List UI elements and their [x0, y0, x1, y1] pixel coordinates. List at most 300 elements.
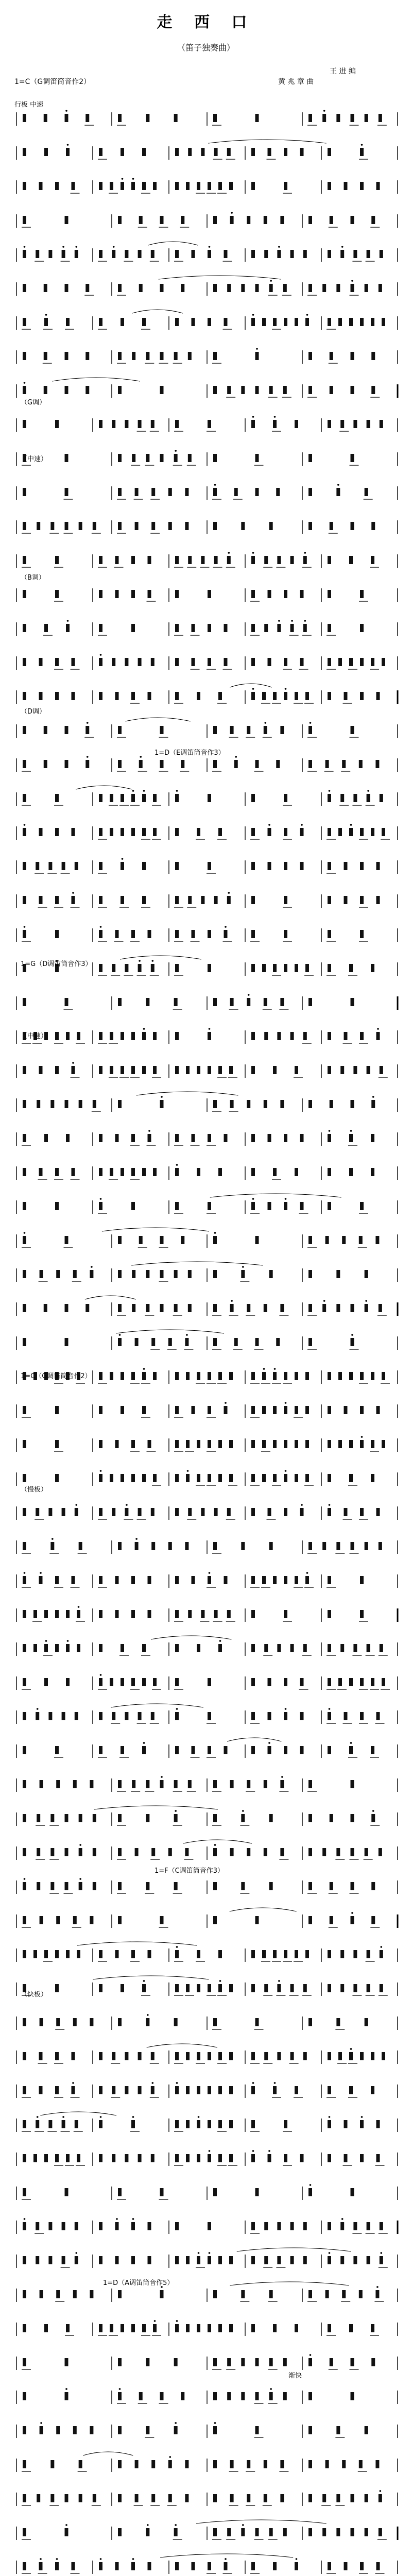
note-mark [160, 2188, 164, 2196]
note-mark [213, 1882, 217, 1890]
note-mark [255, 2188, 259, 2196]
notation-line [16, 2044, 398, 2064]
note-mark [376, 1406, 380, 1414]
note-mark [125, 2052, 128, 2060]
note-mark [168, 2494, 172, 2502]
note-mark [208, 250, 211, 258]
note-mark [148, 1440, 151, 1448]
note-mark [118, 1270, 122, 1278]
note-mark [55, 1474, 59, 1482]
note-mark [138, 1712, 142, 1720]
note-mark [192, 1576, 195, 1584]
note-mark [330, 1916, 333, 1924]
note-mark [148, 692, 151, 700]
note-mark [303, 250, 307, 258]
note-mark [79, 2494, 82, 2502]
note-mark [349, 2086, 353, 2094]
note-mark [351, 2494, 354, 2502]
note-mark [40, 1916, 43, 1924]
octave-dot [76, 2252, 78, 2254]
notation-line [16, 110, 398, 126]
note-mark [99, 1984, 102, 1992]
note-mark [175, 1950, 179, 1958]
note-mark [208, 1746, 211, 1754]
note-mark [305, 1474, 309, 1482]
note-mark [336, 1304, 340, 1312]
note-mark [135, 2494, 139, 2502]
note-mark [308, 522, 312, 530]
note-mark [44, 726, 47, 734]
note-mark [118, 386, 122, 394]
note-mark [264, 1644, 268, 1652]
note-mark [201, 1508, 204, 1516]
note-mark [138, 420, 142, 428]
note-mark [55, 1066, 59, 1074]
note-mark [359, 1236, 363, 1244]
notation-line [16, 1704, 398, 1724]
note-mark [99, 2052, 102, 2060]
octave-dot [351, 1334, 353, 1336]
note-mark [224, 1406, 228, 1414]
notation-line [16, 1194, 398, 1214]
note-mark [55, 930, 59, 938]
note-mark [247, 1304, 250, 1312]
note-mark [131, 182, 135, 190]
octave-dot [367, 790, 369, 792]
note-mark [66, 1678, 70, 1686]
note-mark [284, 1372, 287, 1380]
note-mark [328, 1644, 331, 1652]
note-mark [72, 2052, 75, 2060]
note-mark [151, 1712, 154, 1720]
note-mark [276, 488, 280, 496]
note-mark [39, 658, 43, 666]
note-mark [44, 148, 48, 156]
note-mark [153, 1066, 157, 1074]
note-mark [118, 726, 122, 734]
slur-arc [94, 1806, 218, 1809]
octave-dot [122, 858, 124, 860]
notation-line [16, 1436, 398, 1452]
note-mark [367, 2256, 370, 2264]
note-mark [175, 624, 179, 632]
note-mark [340, 1950, 344, 1958]
note-mark [268, 1678, 271, 1686]
note-mark [23, 2392, 26, 2400]
note-mark [371, 1440, 374, 1448]
note-mark [351, 726, 354, 734]
note-mark [118, 1814, 122, 1822]
note-mark [218, 1066, 222, 1074]
note-mark [146, 2018, 149, 2026]
note-mark [371, 318, 374, 326]
note-mark [351, 2528, 354, 2536]
notation-line [16, 1402, 398, 1418]
note-mark [23, 522, 26, 530]
note-mark [268, 658, 271, 666]
note-mark [264, 556, 268, 564]
note-mark [208, 1576, 211, 1584]
note-mark [367, 420, 370, 428]
note-mark [66, 624, 70, 632]
note-mark [66, 2154, 70, 2162]
octave-dot [381, 2252, 383, 2254]
note-mark [353, 1950, 357, 1958]
note-mark [23, 2018, 26, 2026]
note-mark [197, 2324, 200, 2332]
octave-dot [242, 1266, 244, 1268]
note-mark [142, 1644, 146, 1652]
note-mark [186, 2086, 190, 2094]
note-mark [255, 386, 259, 394]
note-mark [218, 1168, 222, 1176]
note-mark [268, 1508, 271, 1516]
note-mark [99, 896, 102, 904]
note-mark [328, 794, 331, 802]
section-marking: （慢板） [21, 1486, 48, 1494]
octave-dot [252, 552, 254, 554]
note-mark [44, 1678, 48, 1686]
octave-dot [126, 1504, 128, 1506]
note-mark [118, 1338, 122, 1346]
note-mark [192, 2562, 195, 2570]
notation-line [16, 1228, 398, 1248]
octave-dot [87, 722, 89, 724]
note-mark [66, 148, 70, 156]
slur-arc [102, 1228, 209, 1231]
note-mark [118, 114, 122, 122]
notation-line [16, 1062, 398, 1078]
note-mark [23, 794, 26, 802]
note-mark [188, 1270, 192, 1278]
slur-arc [85, 1296, 136, 1299]
note-mark [251, 2222, 255, 2230]
note-mark [175, 1066, 179, 1074]
octave-dot [350, 824, 352, 826]
note-mark [50, 1882, 54, 1890]
note-mark [290, 556, 294, 564]
note-mark [36, 2120, 39, 2128]
octave-dot [231, 1300, 233, 1302]
note-mark [131, 590, 135, 598]
note-mark [131, 828, 135, 836]
note-mark [328, 182, 331, 190]
note-mark [213, 1848, 217, 1856]
note-mark [118, 1916, 122, 1924]
note-mark [340, 2256, 344, 2264]
note-mark [175, 2052, 179, 2060]
note-mark [351, 1304, 354, 1312]
note-mark [99, 2120, 102, 2128]
note-mark [376, 2562, 380, 2570]
note-mark [160, 352, 164, 360]
note-mark [349, 828, 353, 836]
slur-arc [227, 1738, 281, 1741]
note-mark [112, 2086, 115, 2094]
note-mark [344, 2562, 348, 2570]
octave-dot [242, 2524, 244, 2526]
note-mark [328, 1610, 331, 1618]
note-mark [328, 250, 331, 258]
note-mark [227, 556, 231, 564]
note-mark [73, 1916, 77, 1924]
octave-dot [24, 382, 26, 384]
note-mark [353, 420, 357, 428]
note-mark [382, 2052, 385, 2060]
note-mark [380, 1644, 383, 1652]
note-mark [360, 1032, 364, 1040]
note-mark [23, 2154, 26, 2162]
note-mark [121, 1168, 124, 1176]
note-mark [251, 794, 255, 802]
note-mark [241, 1814, 245, 1822]
note-mark [342, 2290, 346, 2298]
note-mark [50, 1814, 54, 1822]
note-mark [90, 1916, 93, 1924]
note-mark [371, 828, 374, 836]
note-mark [328, 2154, 331, 2162]
octave-dot [65, 2524, 67, 2526]
section-marking: （中速） [21, 455, 48, 463]
note-mark [93, 1814, 96, 1822]
note-mark [142, 1372, 146, 1380]
octave-dot [143, 1980, 145, 1982]
octave-dot [329, 2252, 331, 2254]
note-mark [284, 2120, 287, 2128]
note-mark [168, 1542, 172, 1550]
notation-line [16, 1942, 398, 1962]
octave-dot [78, 1606, 80, 1608]
note-mark [192, 624, 195, 632]
note-mark [121, 1644, 124, 1652]
notation-line [16, 1470, 398, 1486]
note-mark [264, 250, 268, 258]
note-mark [273, 1950, 277, 1958]
note-mark [118, 522, 122, 530]
note-mark [360, 182, 364, 190]
note-mark [268, 1712, 271, 1720]
section-marking: 1=D（E调笛筒音作3） [154, 749, 225, 757]
note-mark [115, 556, 119, 564]
note-mark [99, 2154, 102, 2162]
note-mark [251, 1576, 255, 1584]
note-mark [230, 2460, 234, 2468]
note-mark [197, 2256, 200, 2264]
key-signature: 1=C（G调笛筒音作2） [14, 78, 91, 86]
note-mark [40, 2018, 43, 2026]
note-mark [213, 488, 217, 496]
note-mark [328, 1440, 331, 1448]
note-mark [255, 352, 259, 360]
note-mark [351, 1780, 354, 1788]
note-mark [168, 1848, 172, 1856]
note-mark [344, 1406, 348, 1414]
note-mark [308, 760, 312, 768]
note-mark [308, 2358, 312, 2366]
note-mark [197, 1066, 200, 1074]
note-mark [125, 2154, 128, 2162]
note-mark [241, 2528, 245, 2536]
slur-arc [159, 276, 281, 279]
note-mark [218, 692, 222, 700]
note-mark [330, 386, 333, 394]
note-mark [303, 2256, 307, 2264]
octave-dot [291, 620, 293, 622]
note-mark [36, 1712, 39, 1720]
note-mark [353, 2256, 357, 2264]
note-mark [99, 1066, 102, 1074]
note-mark [284, 1576, 287, 1584]
note-mark [55, 1406, 59, 1414]
note-mark [131, 2562, 135, 2570]
note-mark [328, 2256, 331, 2264]
note-mark [328, 2086, 331, 2094]
note-mark [284, 964, 287, 972]
notation-line [16, 2320, 398, 2336]
note-mark [55, 1576, 59, 1584]
note-mark [308, 1882, 312, 1890]
note-mark [118, 2358, 122, 2366]
octave-dot [228, 552, 230, 554]
note-mark [151, 658, 154, 666]
note-mark [160, 1780, 164, 1788]
note-mark [73, 2290, 77, 2298]
arranger: 王 进 编 [330, 67, 356, 76]
note-mark [308, 216, 312, 224]
note-mark [371, 216, 375, 224]
note-mark [328, 1168, 331, 1176]
note-mark [148, 2562, 151, 2570]
note-mark [65, 386, 68, 394]
note-mark [148, 930, 151, 938]
note-mark [280, 1780, 284, 1788]
note-mark [23, 862, 26, 870]
octave-dot [219, 1980, 221, 1982]
note-mark [118, 2460, 122, 2468]
note-mark [23, 1236, 26, 1244]
note-mark [131, 624, 135, 632]
note-mark [160, 284, 164, 292]
octave-dot [268, 824, 270, 826]
note-mark [273, 692, 277, 700]
note-mark [185, 1848, 188, 1856]
note-mark [139, 216, 143, 224]
note-mark [280, 2494, 284, 2502]
octave-dot [119, 1334, 121, 1336]
note-mark [208, 1406, 211, 1414]
notation-line [16, 178, 398, 194]
note-mark [148, 1576, 151, 1584]
note-mark [251, 1508, 255, 1516]
note-mark [148, 1134, 151, 1142]
note-mark [151, 964, 154, 972]
note-mark [284, 1440, 287, 1448]
note-mark [308, 114, 312, 122]
note-mark [371, 2358, 375, 2366]
section-marking: （中速） [21, 1032, 48, 1040]
octave-dot [278, 246, 280, 248]
note-mark [360, 624, 364, 632]
note-mark [336, 2426, 340, 2434]
note-mark [269, 2358, 273, 2366]
note-mark [62, 2222, 65, 2230]
note-mark [56, 1916, 60, 1924]
note-mark [99, 1950, 102, 1958]
note-mark [376, 692, 380, 700]
note-mark [99, 2086, 102, 2094]
note-mark [72, 658, 75, 666]
note-mark [227, 896, 231, 904]
note-mark [230, 1780, 234, 1788]
notation-line [16, 2388, 398, 2404]
note-mark [322, 284, 326, 292]
octave-dot [329, 1504, 331, 1506]
note-mark [351, 386, 354, 394]
note-mark [55, 1202, 59, 1210]
slur-arc [160, 2554, 293, 2557]
note-mark [213, 726, 217, 734]
note-mark [241, 386, 245, 394]
notation-line [16, 2354, 398, 2370]
note-mark [197, 1644, 200, 1652]
octave-dot [143, 1368, 145, 1370]
note-mark [175, 590, 179, 598]
octave-dot [323, 1300, 325, 1302]
note-mark [23, 2358, 26, 2366]
note-mark [186, 1372, 190, 1380]
note-mark [125, 250, 128, 258]
note-mark [125, 420, 128, 428]
note-mark [328, 2120, 331, 2128]
note-mark [218, 2086, 222, 2094]
note-mark [186, 1440, 190, 1448]
note-mark [264, 624, 268, 632]
note-mark [273, 2086, 277, 2094]
note-mark [142, 896, 146, 904]
note-mark [23, 1644, 26, 1652]
note-mark [118, 1542, 122, 1550]
note-mark [365, 1542, 368, 1550]
note-mark [186, 1984, 190, 1992]
note-mark [23, 590, 26, 598]
note-mark [175, 2222, 179, 2230]
note-mark [349, 658, 353, 666]
note-mark [23, 1100, 26, 1108]
note-mark [365, 1270, 368, 1278]
octave-dot [122, 178, 124, 180]
note-mark [284, 1678, 287, 1686]
octave-dot [24, 824, 26, 826]
section-marking: 渐快 [288, 2372, 302, 2380]
note-mark [379, 1542, 382, 1550]
note-mark [175, 148, 179, 156]
note-mark [284, 828, 287, 836]
notation-line [16, 2014, 398, 2030]
octave-dot [176, 790, 178, 792]
note-mark [308, 2460, 312, 2468]
note-mark [340, 1644, 344, 1652]
note-mark [93, 1100, 96, 1108]
note-mark [371, 556, 374, 564]
note-mark [269, 2290, 273, 2298]
note-mark [44, 2154, 48, 2162]
note-mark [365, 284, 368, 292]
note-mark [340, 794, 344, 802]
note-mark [349, 2052, 353, 2060]
octave-dot [45, 1640, 47, 1642]
note-mark [349, 318, 353, 326]
note-mark [23, 1780, 26, 1788]
